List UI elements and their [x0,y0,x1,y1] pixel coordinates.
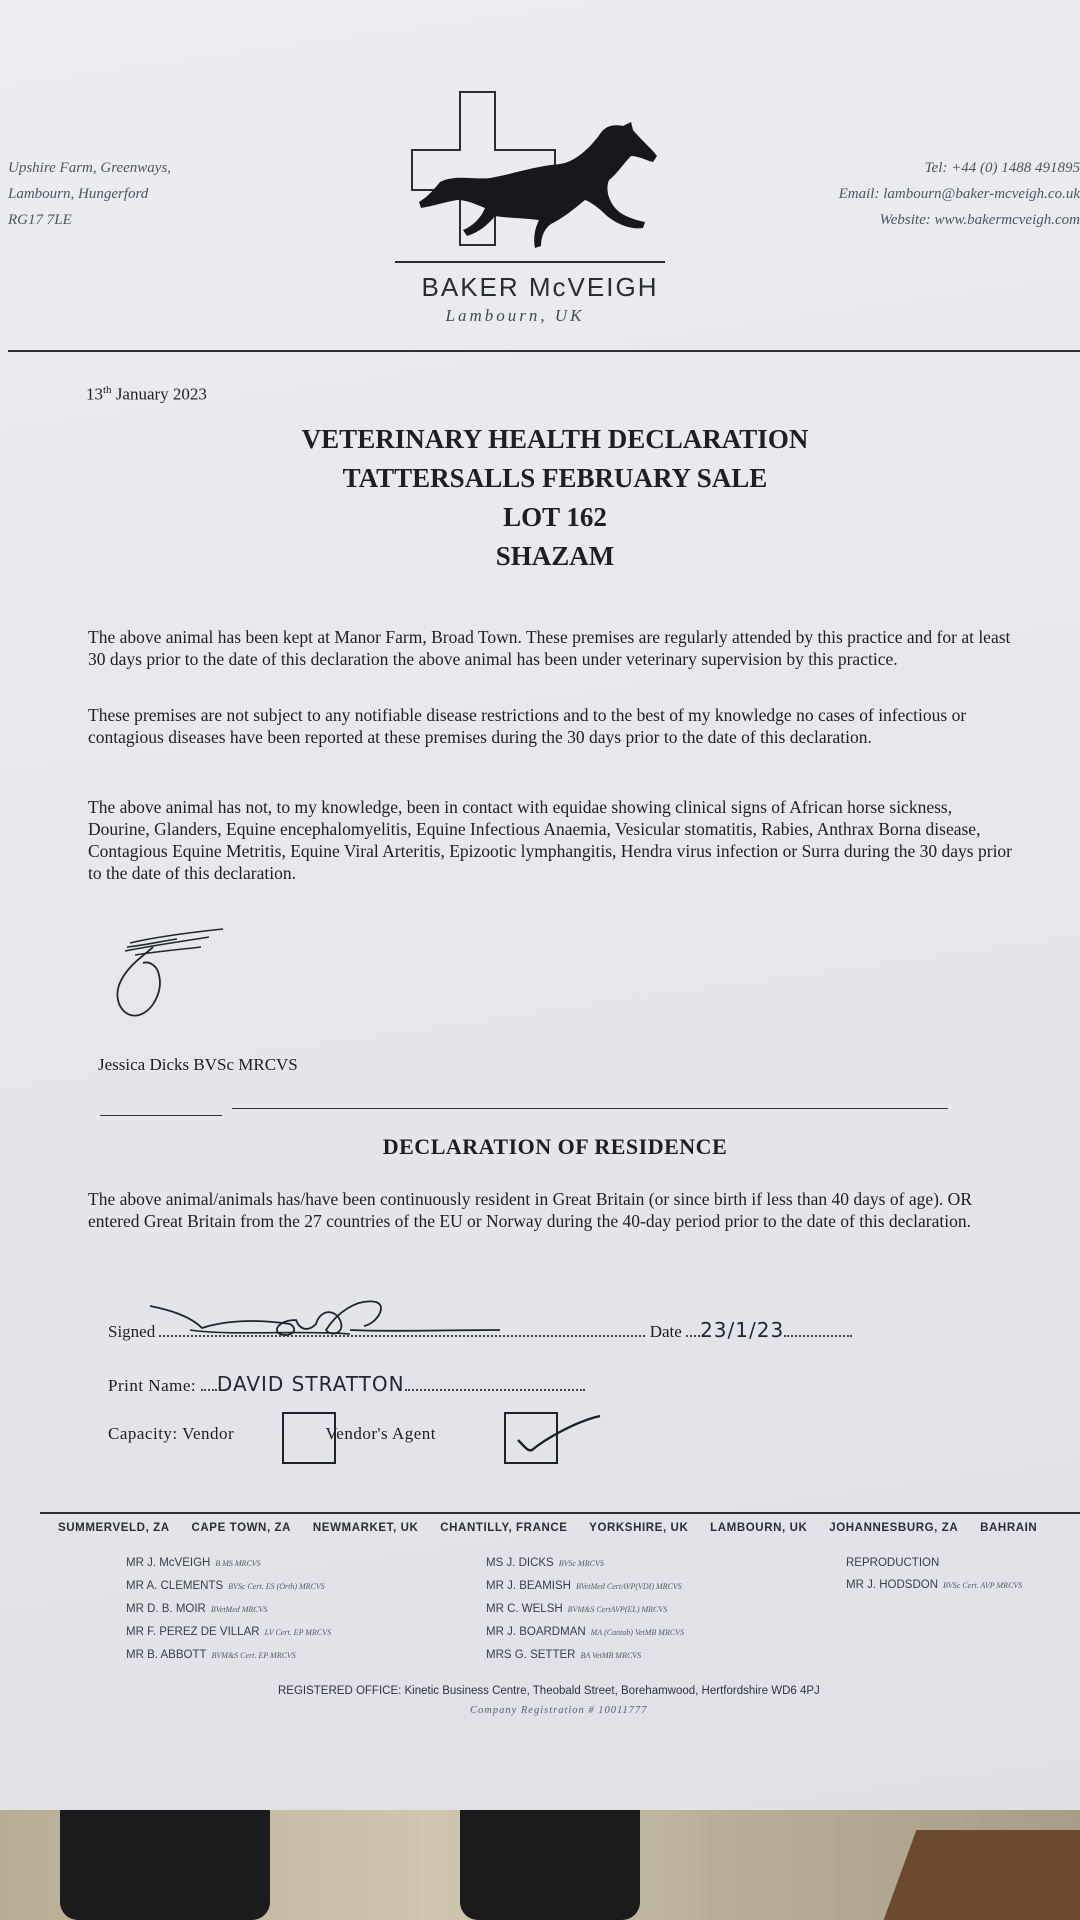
staff-column [126,1552,331,1667]
address-line: RG17 7LE [8,212,72,228]
staff-entry [486,1598,684,1621]
print-name-label: Print Name: [108,1376,197,1395]
staff-qualifications: BVetMed CertAVP(VDI) MRCVS [575,1582,682,1591]
address-line: Upshire Farm, Greenways, [8,160,172,176]
practice-address [8,155,171,233]
background-furniture [884,1830,1080,1920]
staff-qualifications: BVM&S Cert. EP MRCVS [211,1651,296,1660]
staff-qualifications: BVSc Cert. ES (Orth) MRCVS [228,1582,325,1591]
office-location: YORKSHIRE, UK [589,1522,689,1534]
office-locations [58,1522,1055,1534]
signature-line[interactable] [159,1321,645,1337]
contact-website: Website: www.bakermcveigh.com [879,212,1080,228]
office-location: SUMMERVELD, ZA [58,1522,170,1534]
staff-name: MR J. HODSDON [846,1579,938,1591]
staff-name: MR D. B. MOIR [126,1603,206,1615]
staff-entry [126,1552,331,1575]
footer-divider [40,1512,1080,1514]
staff-column [846,1552,1022,1597]
declaration-paragraph: The above animal has not, to my knowledge, been in contact with equidae showing clinical signs of African horse sickness, Dourine, Glanders, Equine encephalomyelitis, Equine Infectious Anaemia, Vesicular stomatitis, Rabies, Anthrax Borna disease, Contagious Equine Metritis, Equine Viral Arteritis, Epizootic lymphangitis, Hendra virus infection or Surra during the 30 days prior to the date of this declaration. [88,797,1013,883]
date-month-year: January 2023 [111,384,207,404]
date-day: 13 [86,384,103,404]
staff-heading [846,1552,1022,1574]
date-line-end [784,1321,852,1337]
staff-qualifications: BVSc Cert. AVP MRCVS [943,1581,1023,1590]
staff-entry [126,1621,331,1644]
date-suffix: th [103,384,112,396]
background-person-leg [60,1810,270,1920]
staff-qualifications: BVSc MRCVS [558,1559,604,1568]
staff-column [486,1552,684,1667]
signed-row [108,1318,852,1342]
staff-name: MR A. CLEMENTS [126,1580,224,1592]
office-location: CHANTILLY, FRANCE [440,1522,568,1534]
section-divider [100,1115,222,1116]
staff-name: MR C. WELSH [486,1603,563,1615]
staff-qualifications: BVetMed MRCVS [210,1605,268,1614]
vet-signature [105,925,235,1025]
vendor-checkbox[interactable] [282,1412,336,1464]
staff-name: MRS G. SETTER [486,1649,576,1661]
brand-location: Lambourn, UK [445,306,585,325]
staff-qualifications: BA VetMB MRCVS [580,1651,642,1660]
residence-paragraph: The above animal/animals has/have been continuously resident in Great Britain (or since birth if less than 40 days of age). OR entered Great Britain from the 27 countries of the EU or Norway during the 40-day period prior to the date of this declaration. [88,1189,972,1231]
vendor-agent-checkbox[interactable] [504,1412,558,1464]
header-divider [8,350,1080,352]
staff-entry [846,1574,1022,1597]
staff-entry [486,1621,684,1644]
staff-department: REPRODUCTION [846,1557,940,1569]
staff-entry [486,1575,684,1598]
print-name-line-end [405,1375,585,1391]
document-titles [0,420,1080,576]
background-person-leg [460,1810,640,1920]
registered-office: REGISTERED OFFICE: Kinetic Business Centre, Theobald Street, Borehamwood, Hertfordshire WD6 4PJ [278,1685,820,1697]
date-line-start [686,1321,700,1337]
company-registration: Company Registration # 10011777 [470,1705,648,1716]
office-location: NEWMARKET, UK [312,1522,419,1534]
staff-entry [126,1644,331,1667]
staff-name: MR B. ABBOTT [126,1649,207,1661]
date-value[interactable]: 23/1/23 [700,1318,785,1342]
staff-qualifications: LV Cert. EP MRCVS [264,1628,332,1637]
staff-name: MS J. DICKS [486,1557,554,1569]
photo-background-floor [0,1810,1080,1920]
date-label: Date [649,1322,682,1341]
section-divider [232,1108,948,1109]
vendor-agent-label: Vendor's Agent [325,1424,437,1443]
check-mark-icon [514,1400,614,1460]
staff-qualifications: BVM&S CertAVP(EL) MRCVS [567,1605,668,1614]
residence-title: DECLARATION OF RESIDENCE [382,1134,728,1159]
staff-name: MR J. BOARDMAN [486,1626,586,1638]
address-line: Lambourn, Hungerford [8,186,149,202]
office-location: LAMBOURN, UK [710,1522,808,1534]
capacity-vendor-label: Capacity: Vendor [108,1424,235,1443]
declaration-paragraph: These premises are not subject to any notifiable disease restrictions and to the best of my knowledge no cases of infectious or contagious diseases have been reported at these premises during the 30 days prior to the date of this declaration. [88,705,967,747]
staff-name: MR J. BEAMISH [486,1580,571,1592]
staff-entry [126,1575,331,1598]
staff-entry [486,1552,684,1575]
print-name-row [108,1372,585,1396]
title-horse-name: SHAZAM [495,541,615,571]
office-location: JOHANNESBURG, ZA [829,1522,959,1534]
title-declaration: VETERINARY HEALTH DECLARATION [301,424,809,454]
title-lot: LOT 162 [503,502,607,532]
office-location: BAHRAIN [980,1522,1038,1534]
declaration-paragraph: The above animal has been kept at Manor Farm, Broad Town. These premises are regularly attended by this practice and for at least 30 days prior to the date of this declaration the above animal has been under veterinary supervision by this practice. [88,627,1011,669]
staff-qualifications: MA (Cantab) VetMB MRCVS [590,1628,685,1637]
vet-name: Jessica Dicks BVSc MRCVS [98,1055,298,1074]
contact-email: Email: lambourn@baker-mcveigh.co.uk [838,186,1080,202]
print-name-line-start [201,1375,217,1391]
title-sale: TATTERSALLS FEBRUARY SALE [342,463,768,493]
practice-contact [839,155,1080,233]
signed-label: Signed [108,1322,156,1341]
print-name-value[interactable]: DAVID STRATTON [216,1372,405,1396]
staff-entry [486,1644,684,1667]
document-date [86,384,207,405]
office-location: CAPE TOWN, ZA [191,1522,292,1534]
capacity-row [108,1424,436,1444]
staff-name: MR F. PEREZ DE VILLAR [126,1626,260,1638]
staff-entry [126,1598,331,1621]
staff-name: MR J. McVEIGH [126,1557,211,1569]
brand-name: BAKER McVEIGH [421,272,659,302]
staff-qualifications: B MS MRCVS [215,1559,261,1568]
contact-phone: Tel: +44 (0) 1488 491895 [924,160,1080,176]
